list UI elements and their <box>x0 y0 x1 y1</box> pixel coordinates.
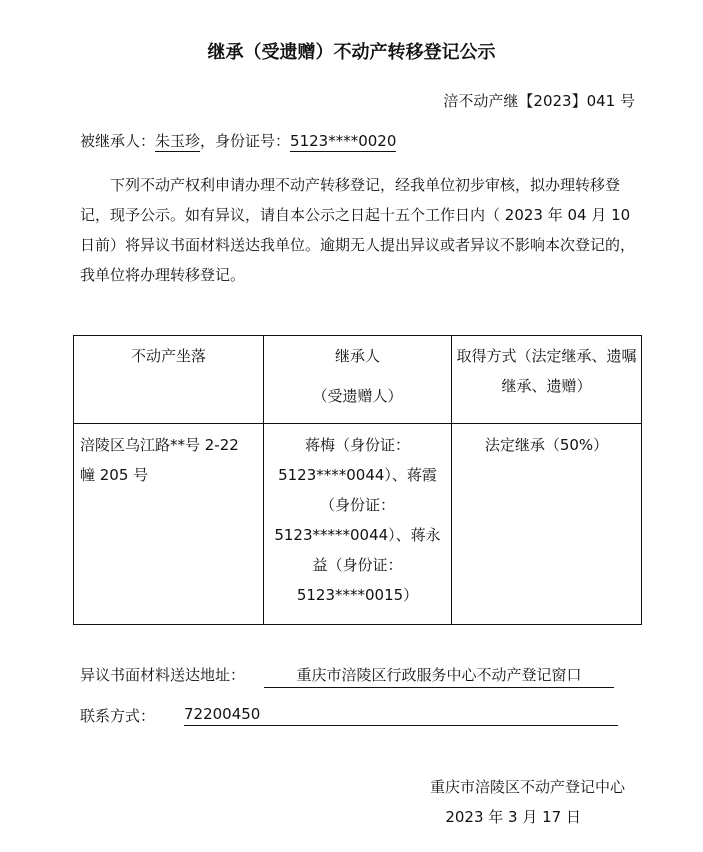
id-label: ，身份证号： <box>200 132 291 150</box>
table-row <box>74 424 642 625</box>
contact-value: 72200450 <box>184 705 618 726</box>
issue-date: 2023 年 3 月 17 日 <box>445 808 581 826</box>
notice-paragraph: 下列不动产权利申请办理不动产转移登记，经我单位初步审核，拟办理转移登记，现予公示。如有异议，请自本公示之日起十五个工作日内（ 2023 年 04 月 10 日前）将异议书面材料送达我单位。逾期无人提出异议或者异议不影响本次登记的，我单位将办理转移登记。 <box>80 176 636 284</box>
decedent-line <box>80 130 396 151</box>
property-table <box>73 335 642 625</box>
decedent-label: 被继承人： <box>80 132 156 150</box>
cell-location: 涪陵区乌江路**号 2-22 幢 205 号 <box>74 424 264 625</box>
header-method: 取得方式（法定继承、遗嘱继承、遗赠） <box>452 336 642 424</box>
contact-label: 联系方式： <box>80 707 156 725</box>
header-heir <box>264 336 452 424</box>
notice-title: 继承（受遗赠）不动产转移登记公示 <box>207 42 496 63</box>
header-heir-line1: 继承人 <box>334 347 380 365</box>
decedent-name: 朱玉珍 <box>155 132 201 150</box>
header-heir-line2: （受遗赠人） <box>312 387 403 405</box>
cell-method: 法定继承（50%） <box>452 424 642 625</box>
header-location: 不动产坐落 <box>74 336 264 424</box>
address-label: 异议书面材料送达地址： <box>80 666 246 684</box>
address-value: 重庆市涪陵区行政服务中心不动产登记窗口 <box>264 664 614 688</box>
cell-heirs: 蒋梅（身份证：5123****0044）、蒋霞（身份证：5123*****0044）、蒋永益（身份证：5123****0015） <box>264 424 452 625</box>
issuing-office: 重庆市涪陵区不动产登记中心 <box>429 778 625 796</box>
document-number: 涪不动产继【2023】041 号 <box>443 92 635 110</box>
table-header-row <box>74 336 642 424</box>
decedent-id: 5123****0020 <box>290 132 397 150</box>
